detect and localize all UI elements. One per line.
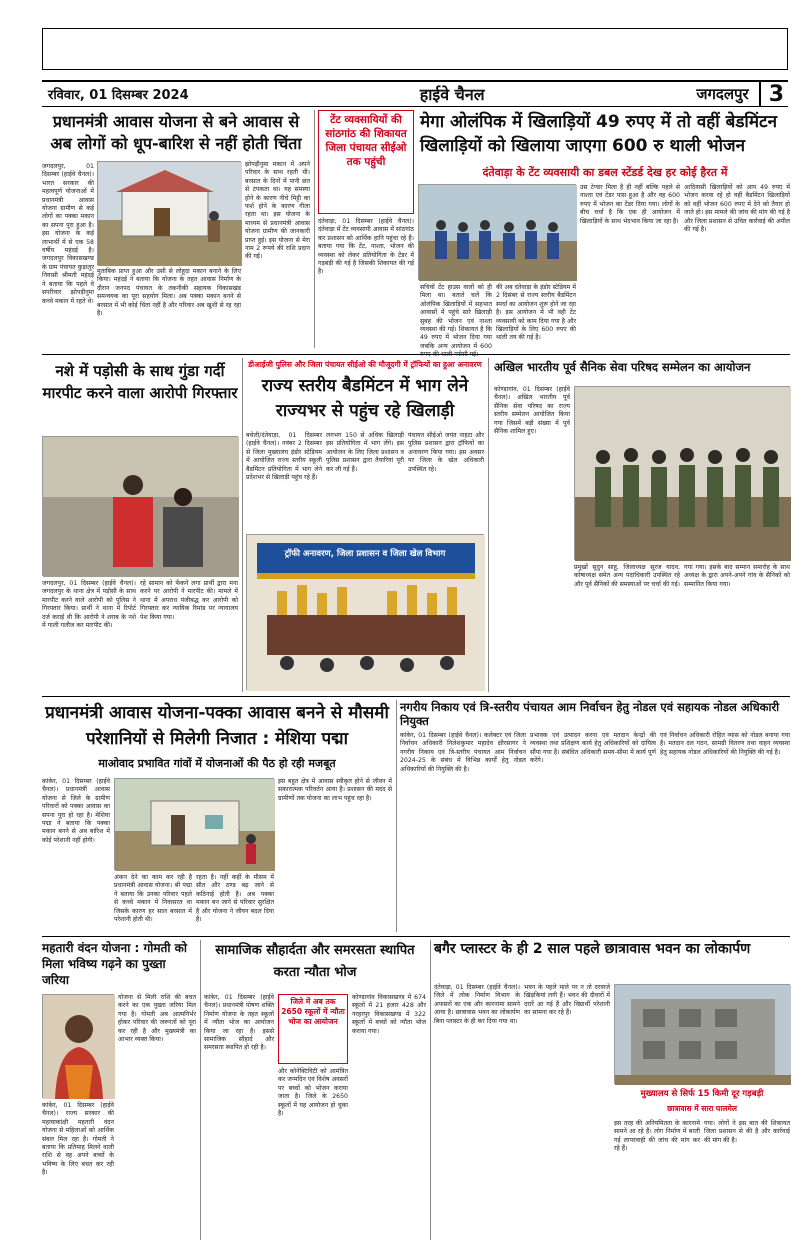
article-1-col3: झोपड़ीनुमा मकान में अपने परिवार के साथ रहती थी। बरसात के दिनों में पानी छत से टपकता था। यह समस्या होने के कारण नीचे मिट्टी का फर्श होने के कारण गीला रहता था। इस योजना के माध्यम से प्रधानमंत्री आवास योजना ग्रामीण की जानकारी प्राप्त हुई। इस योजना से मेरा नाम 2 रूपये की राशि प्रदान की गई।: [245, 161, 310, 261]
article-5-col2: लगभग 150 से अधिक खिलाड़ी इस प्रतियोगिता में भाग लेंगे। इस आयोजन के लिए जिला प्रशासन व पुलिस प्रशासन द्वारा तैयारियां पूरी कर ली गई हैं।: [326, 432, 404, 473]
article-6-col3: गया गया। इसके बाद सम्मान समारोह के साथ अध्यक्ष के द्वारा अपने-अपने गांव के सैनिकों को सम्मानित किया गया।: [684, 564, 790, 588]
column-divider: [488, 358, 489, 692]
column-divider: [314, 110, 315, 348]
article-9-headline: महतारी वंदन योजना : गोमती को मिला भविष्य गढ़ने का पुख्ता जरिया: [42, 941, 187, 987]
article-1-col1: जगदलपुर, 01 दिसम्बर (हाईवे चैनल)। भारत सरकार की महत्वपूर्ण योजनाओं में प्रधानमंत्री आवास योजना ग्रामीण से कई लोगों का पक्का मकान का सपना पूरा हुआ है। इस योजना के कई लाभार्थी में से एक 58 वर्षीय महंदई है। जगदलपुर विकासखण्ड के ग्राम पंचायत कुड़ालुर निवासी श्रीमती महंदई ने बताया कि पहले वे सपरिवार झोपड़ीनुमा कच्चे मकान में रहते थे।: [42, 163, 94, 305]
article-1-photo: [97, 161, 241, 265]
article-6-headline: अखिल भारतीय पूर्व सैनिक सेवा परिषद सम्मेलन का आयोजन: [494, 360, 751, 374]
article-8-col1: कांकेर, 01 दिसम्बर (हाईवे चैनल)। कलेक्टर एवं जिला निर्वाचन अधिकारी निलेशकुमार महादेव क्षीरसागर ने नगरीय निकाय एवं त्रि-स्तरीय पंचायत आम निर्वाचन 2024-25 के संबंध में विभिन्न कार्यों हेतु नोडल अधिकारियों की नियुक्ति की है।: [400, 732, 526, 773]
article-4-col1: जगदलपुर, 01 दिसम्बर (हाईवे चैनल)। जगदलपुर के थाना क्षेत्र में पड़ोसी के साथ मारपीट करने वाले आरोपी को पुलिस ने गिरफ्तार किया। प्रार्थी ने थाना में रिपोर्ट दर्ज कराई थी कि आरोपी ने शराब के नशे में गाली गलौज कर मारपीट की।: [42, 580, 136, 630]
article-3-col2: की अब दंतेवाड़ा के इंडोर स्टेडियम में 2 दिसंबर से राज्य स्तरीय बैडमिंटन स्पर्धा का आयोजन शुरू होने जा रहा है। इस आयोजन में भी वही टेंट व्यवसायी को काम दिया गया है और खिलाड़ियों के लिए 600 रुपए की थाली तय की गई है।: [496, 284, 576, 342]
article-3-col4: आदिवासी खिलाड़ियों को आप 49 रुपए में भोजन करवा रहे हो वहीं बैडमिंटन खिलाड़ियों को वहीं भोजन 600 रुपए में देने को तैयार हो जाते हो। इस मामले की जांच की मांग की गई है और जिला प्रशासन से उचित कार्रवाई की अपील की गई है।: [684, 184, 790, 234]
article-11-col3: इस तरह की अनियमितता के कारनामे सामने आ रहे हैं। लोग निर्माण में बरती गई लापरवाही की जांच की मांग कर रहे हैं।: [614, 1120, 700, 1153]
column-divider: [396, 700, 397, 932]
article-10-box: जिले में अब तक 2650 स्कूलों में न्यौता भोज का आयोजन: [278, 994, 348, 1064]
article-7-col3: रहता है। नहीं कहीं के मौसम में सीत और ठण्ड बढ़ जाने से कठिनाई होती है। अब पक्का मकान बन जाने से परिवार सुरक्षित है और योजना ने जीवन बदल दिया है।: [196, 874, 274, 924]
article-9-col1: कांकेर, 01 दिसम्बर (हाईवे चैनल)। राज्य सरकार की महत्वाकांक्षी महतारी वंदन योजना से महिलाओं को आर्थिक संबल मिल रहा है। गोमती ने बताया कि प्रतिमाह मिलने वाली राशि से वह अपने बच्चों के भविष्य के लिए बचत कर रही है।: [42, 1102, 114, 1177]
article-6-col2: प्रमुखों सुदुन साहू, जिलाध्यक्ष सूरज यादव, कोषाध्यक्ष समेत अन्य पदाधिकारी उपस्थित रहे और पूर्व सैनिकों की समस्याओं पर चर्चा की गई।: [574, 564, 681, 588]
article-5-banner: डीआईजी पुलिस और जिला पंचायत सीईओ की मौजूदगी में ट्रॉफियों का हुआ अनावरण: [248, 360, 482, 369]
article-1-col2: मुताबिक प्राप्त हुआ और उसी से लोहूदा मकान बनाने के लिए किया। महंदई ने बताया कि योजना के तहत आवास निर्माण के दौरान जनपद पंचायत के तकनीकी सहायक विकासखंड समन्वयक का पूरा सहयोग मिला। अब पक्का मकान बनने से बरसात में भी कोई चिंता नहीं है और परिवार अब खुशी से रह रहा है।: [97, 268, 241, 318]
article-11-subhead: छात्रावास में सारा घालमेल: [667, 1104, 737, 1113]
article-5-photo-caption: ट्रॉफी अनावरण, जिला प्रशासन व जिला खेल विभाग: [284, 549, 446, 559]
article-10-headline: सामाजिक सौहार्दता और समरसता स्थापित करता न्यौता भोज: [215, 943, 415, 980]
paper-name: हाईवे चैनल: [419, 85, 485, 104]
masthead-bar: [42, 80, 788, 107]
article-8-headline: नगरीय निकाय एवं त्रि-स्तरीय पंचायत आम निर्वाचन हेतु नोडल एवं सहायक नोडल अधिकारी नियुक्त: [400, 700, 780, 728]
article-11-banner: मुख्यालय से सिर्फ 15 किमी दूर गड़बड़ी: [640, 1089, 764, 1099]
article-11-headline: बगैर प्लास्टर के ही 2 साल पहले छात्रावास भवन का लोकार्पण: [434, 941, 751, 957]
article-2-body: दंतेवाड़ा, 01 दिसम्बर (हाईवे चैनल)। दंतेवाड़ा में टेंट व्यवसायी आवास में सांठगांठ कर प्रशासन को आर्थिक हानि पहुंचा रहे हैं। बताया गया कि टेंट, नाश्ता, भोजन की व्यवस्था को लेकर प्रतियोगिता के टेंडर में गड़बड़ी की गई है जिसकी शिकायत की गई है।: [318, 218, 414, 276]
article-7-col4: इस बहुत क्षेत्र में आवास स्वीकृत होने से जीवन में सकारात्मक परिवर्तन आया है। प्रशासन की मदद से ग्रामीणों तक योजना का लाभ पहुंच रहा है।: [278, 778, 392, 802]
article-4-headline: नशे में पड़ोसी के साथ गुंडा गर्दी मारपीट करने वाला आरोपी गिरफ्तार: [42, 362, 238, 402]
article-3-subhead: दंतेवाड़ा के टेंट व्यवसायी का डबल स्टेंडर्ड देख हर कोई हैरत में: [482, 166, 728, 179]
article-9-col2: योजना से मिली राशि की बचत करने का एक पुख्ता जरिया मिल गया है। गोमती अब आत्मनिर्भर होकर परिवार की जरूरतों को पूरा कर रही है और मुख्यमंत्री का आभार व्यक्त किया।: [118, 994, 196, 1044]
article-11-photo: [614, 984, 790, 1084]
article-3-col1: सचिवों टेंट हाउस वालों को ही मिला था। बताते चलें कि ओलंपिक खिलाड़ियों में सहभात आवासों में पहुंचे सारे खिलाड़ी सुबह की भोजन एवं नाश्ता व्यवस्था की गई। शिकायत है कि 49 रुपए में भोजन दिया गया जबकि अन्य आयोजन में 600: [420, 284, 492, 350]
article-7-col1: कांकेर, 01 दिसम्बर (हाईवे चैनल)। प्रधानमंत्री आवास योजना से जिले के ग्रामीण परिवारों को पक्का आवास का सपना पूरा हो रहा है। मेशिया पद्मा ने बताया कि पक्का मकान बनने से अब बारिश में कोई परेशानी नहीं होगी।: [42, 778, 110, 844]
page-number: 3: [759, 82, 784, 107]
article-10-col2: और कोनेक्टिविटी को आमंत्रित कर जन्मदिन एवं विशेष अवसरों पर बच्चों को भोजन कराया जाता है। जिले के 2650 स्कूलों में यह आयोजन हो चुका है।: [278, 1068, 348, 1118]
article-10-col1: कांकेर, 01 दिसम्बर (हाईवे चैनल)। प्रधानमंत्री पोषण शक्ति निर्माण योजना के तहत स्कूलों में न्यौता भोज का आयोजन किया जा रहा है। इससे सामाजिक सौहार्द और समरसता स्थापित हो रही है।: [204, 994, 274, 1052]
article-11-col2: भवन के पहले माले पर न तो दरवाजे खिड़कियां लगी हैं। भवन की दीवारों में दरारें आ गई हैं और विद्यार्थी परेशानी का सामना कर रहे हैं।: [524, 984, 610, 1017]
section-divider: [42, 936, 790, 937]
article-8-col3: एवं निर्वाचन अधिकारी रोहित व्यास को नोडल बनाया गया है। मतदान दल गठन, सामग्री वितरण तथा वाहन व्यवस्था हेतु सहायक नोडल अधिकारियों की नियुक्ति की गई है।: [660, 732, 790, 756]
article-6-col1: कोण्डागांव, 01 दिसम्बर (हाईवे चैनल)। अखिल भारतीय पूर्व सैनिक सेवा परिषद का राज्य स्तरीय सम्मेलन आयोजित किया गया जिसमें बड़ी संख्या में पूर्व सैनिक शामिल हुए।: [494, 386, 570, 436]
column-divider: [430, 940, 431, 1240]
article-11-col4: गया। लोगों ने इस बात की शिकायत जिला प्रशासन से की है और कार्रवाई की मांग की है।: [704, 1120, 790, 1144]
section-divider: [42, 696, 790, 697]
article-5-col3: पंचायत सीईओ जयंत नाहटा और पुलिस प्रशासन द्वारा ट्रॉफियों का अनावरण किया गया। इस अवसर पर जिला के खेल अधिकारी उपस्थित रहे।: [408, 432, 484, 473]
article-8-col2: प्रभावक एवं उत्पादन करना एवं मतदान केन्द्रों की व्यवस्था तथा प्रशिक्षण कार्य हेतु अधिकारियों को दायित्व सौंपा गया है। संबंधित अधिकारी समय-सीमा में कार्य पूर्ण करेंगे।: [530, 732, 656, 765]
section-divider: [42, 354, 790, 355]
article-10-col3: कोण्डागांव विकासखण्ड में 674 स्कूलों में 21 हजार 428 और नरहरपुर विकासखण्ड में 322 स्कूलों में बच्चों को न्यौता भोज कराया गया।: [352, 994, 426, 1035]
article-7-headline: प्रधानमंत्री आवास योजना-पक्का आवास बनने से मौसमी परेशानियों से मिलेगी निजात : मेशिया पद्मा: [45, 703, 389, 749]
article-7-photo: [114, 778, 274, 870]
masthead-top-box: [42, 28, 788, 70]
article-5-headline: राज्य स्तरीय बैडमिंटन में भाग लेने राज्यभर से पहुंच रहे खिलाड़ी: [261, 376, 469, 421]
article-3-col3: उस टेण्डर मिला है ही नहीं बल्कि पहले से नाश्ता एवं टेंडर पास हुआ है और वह 600 रुपए में भोजन का टेंडर दिया गया। लोगों के बीच चर्चा है कि एक ही आयोजन में खिलाड़ियों के साथ भेदभाव किया जा रहा है।: [580, 184, 680, 225]
article-1-headline: प्रधानमंत्री आवास योजना से बने आवास से अब लोगों को धूप-बारिश से नहीं होती चिंता: [50, 112, 302, 153]
city-name: जगदलपुर: [696, 85, 749, 103]
article-6-photo: [574, 386, 790, 560]
column-divider: [242, 358, 243, 692]
article-3-headline: मेगा ओलंपिक में खिलाड़ियों 49 रुपए में तो वहीं बेडमिंटन खिलाड़ियों को खिलाया जाएगा 600 रु थाली भोजन: [420, 112, 777, 156]
article-7-col2: अंकन देने का काम कर रही है प्रधानमंत्री आवास योजना। श्री पद्मा ने बताया कि उनका परिवार पहले से कच्चे मकान में निवासरत था जिसके कारण हर साल बरसात में परेशानी होती थी।: [114, 874, 192, 924]
article-7-subhead: माओवाद प्रभावित गांवों में योजनाओं की पैठ हो रही मजबूत: [98, 757, 336, 770]
article-2-box-headline: टेंट व्यवसायियों की सांठगांठ की शिकायत जिला पंचायत सीईओ तक पहुंची: [318, 110, 414, 214]
date-text: रविवार, 01 दिसम्बर 2024: [48, 88, 189, 103]
column-divider: [200, 940, 201, 1240]
article-5-col1: बचेली/दंतेवाड़ा, 01 दिसम्बर (हाईवे चैनल)। नवंबर 2 दिसम्बर से जिला मुख्यालय इंडोर स्टेडियम में आयोजित राज्य स्तरीय स्कूली बैडमिंटन प्रतियोगिता में भाग लेने प्रदेशभर से खिलाड़ी पहुंच रहे हैं।: [246, 432, 322, 482]
article-3-photo: [418, 184, 576, 280]
article-4-col2: रहे सामान को फेंकने लगा प्रार्थी द्वारा मना करने पर आरोपी ने मारपीट की। मामले में थाना में अपराध पंजीबद्ध कर आरोपी को गिरफ्तार कर न्यायिक रिमांड पर न्यायालय पेश किया गया।: [140, 580, 238, 621]
article-11-col1: दंतेवाड़ा, 01 दिसम्बर (हाईवे चैनल)। जिले में लोक निर्माण विभाग के अफसरों का एक और कारनामा सामने आया है। छात्रावास भवन का लोकार्पण बिना प्लास्टर के ही कर दिया गया था।: [434, 984, 520, 1025]
article-4-photo: [42, 436, 238, 576]
article-9-photo: [42, 994, 114, 1098]
